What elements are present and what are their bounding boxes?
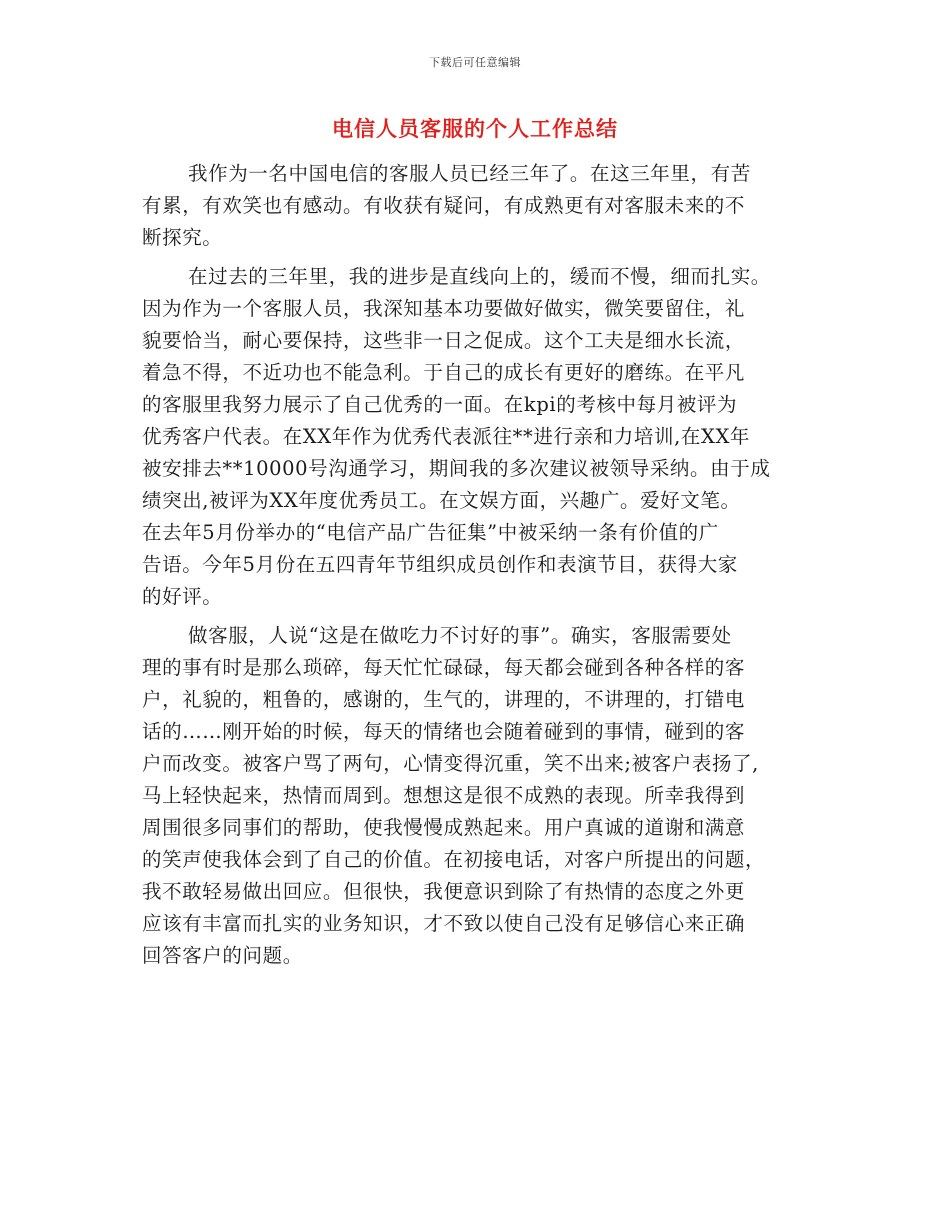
paragraph-line: 的笑声使我体会到了自己的价值。在初接电话，对客户所提出的问题， bbox=[142, 848, 766, 871]
paragraph-line: 户，礼貌的，粗鲁的，感谢的，生气的，讲理的，不讲理的，打错电 bbox=[142, 688, 746, 711]
paragraph-line: 做客服，人说“这是在做吃力不讨好的事”。确实，客服需要处 bbox=[188, 624, 732, 647]
paragraph-line: 绩突出,被评为XX年度优秀员工。在文娱方面，兴趣广。爱好文笔。 bbox=[142, 489, 741, 512]
paragraph-line: 断探究。 bbox=[142, 226, 223, 249]
document-body bbox=[142, 158, 812, 972]
paragraph-line: 的好评。 bbox=[142, 585, 223, 608]
paragraph-line: 有累，有欢笑也有感动。有收获有疑问，有成熟更有对客服未来的不 bbox=[142, 194, 746, 217]
paragraph-line: 在去年5月份举办的“电信产品广告征集”中被采纳一条有价值的广 bbox=[142, 521, 719, 544]
paragraph-line: 户而改变。被客户骂了两句，心情变得沉重，笑不出来;被客户表扬了, bbox=[142, 752, 759, 775]
paragraph-line: 被安排去**10000号沟通学习，期间我的多次建议被领导采纳。由于成 bbox=[142, 457, 771, 480]
paragraph-line: 因为作为一个客服人员，我深知基本功要做好做实，微笑要留住，礼 bbox=[142, 297, 746, 320]
paragraph-line: 我作为一名中国电信的客服人员已经三年了。在这三年里，有苦 bbox=[188, 162, 751, 185]
paragraph-line: 马上轻快起来，热情而周到。想想这是很不成熟的表现。所幸我得到 bbox=[142, 784, 746, 807]
paragraph-line: 在过去的三年里，我的进步是直线向上的，缓而不慢，细而扎实。 bbox=[188, 265, 771, 288]
paragraph-line: 话的……刚开始的时候，每天的情绪也会随着碰到的事情，碰到的客 bbox=[142, 720, 746, 743]
paragraph-line: 我不敢轻易做出回应。但很快，我便意识到除了有热情的态度之外更 bbox=[142, 880, 746, 903]
paragraph-line: 貌要恰当，耐心要保持，这些非一日之促成。这个工夫是细水长流， bbox=[142, 329, 746, 352]
paragraph-line: 优秀客户代表。在XX年作为优秀代表派往**进行亲和力培训,在XX年 bbox=[142, 425, 751, 448]
paragraph-line: 着急不得，不近功也不能急利。于自己的成长有更好的磨练。在平凡 bbox=[142, 361, 746, 384]
paragraph-line: 的客服里我努力展示了自己优秀的一面。在kpi的考核中每月被评为 bbox=[142, 393, 738, 416]
document-title: 电信人员客服的个人工作总结 bbox=[332, 117, 618, 141]
paragraph-line: 告语。今年5月份在五四青年节组织成员创作和表演节目，获得大家 bbox=[142, 553, 738, 576]
paragraph-line: 回答客户的问题。 bbox=[142, 944, 303, 967]
paragraph-line: 理的事有时是那么琐碎，每天忙忙碌碌，每天都会碰到各种各样的客 bbox=[142, 656, 746, 679]
header-note: 下载后可任意编辑 bbox=[429, 56, 521, 69]
paragraph-line: 应该有丰富而扎实的业务知识，才不致以使自己没有足够信心来正确 bbox=[142, 912, 746, 935]
paragraph-line: 周围很多同事们的帮助，使我慢慢成熟起来。用户真诚的道谢和满意 bbox=[142, 816, 746, 839]
